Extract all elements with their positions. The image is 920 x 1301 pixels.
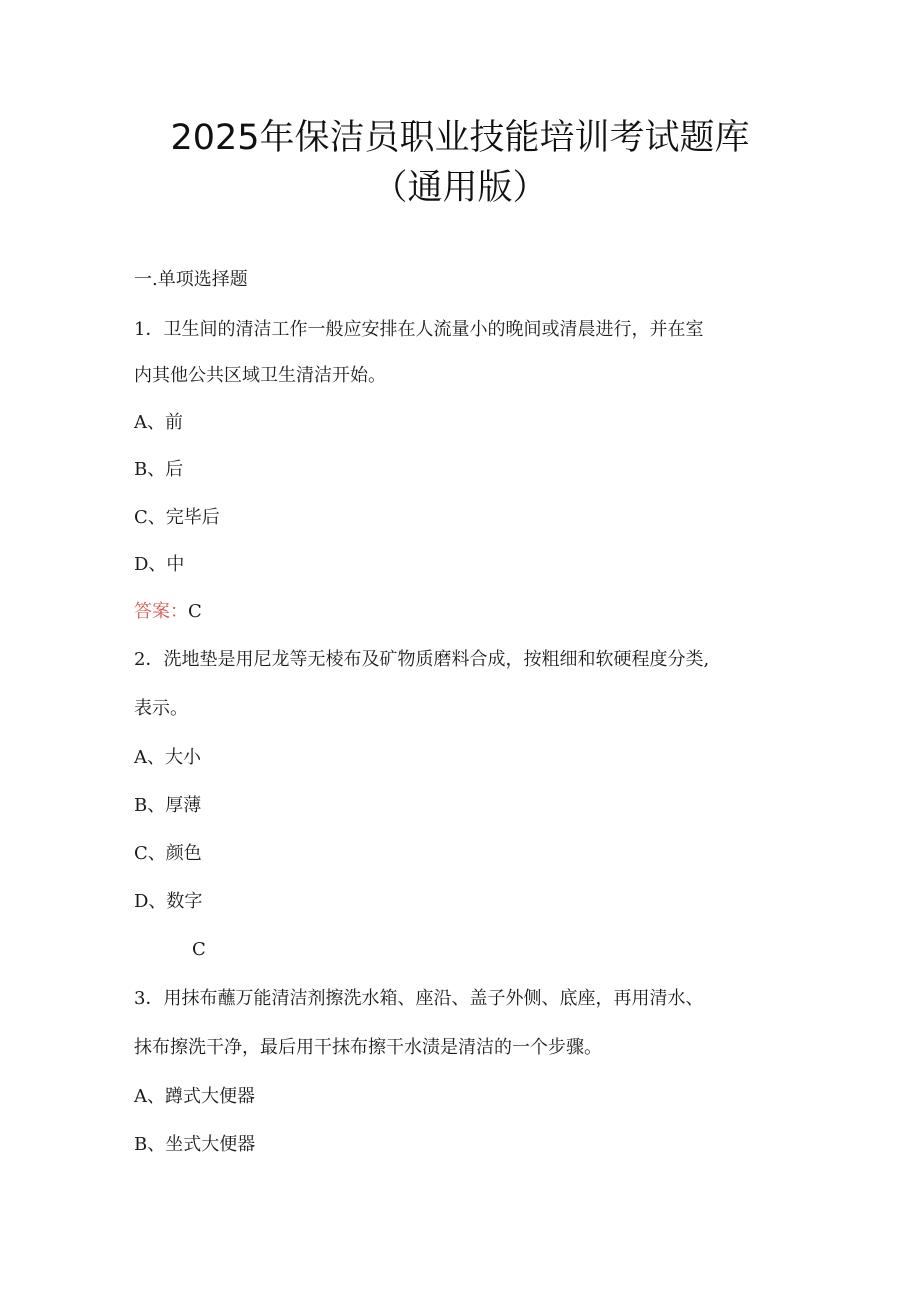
section-heading: 一.单项选择题 [134,269,248,290]
question-1-option-d: D、中 [134,554,185,575]
question-3-option-a: A、蹲式大便器 [134,1086,255,1107]
document-title: 2025年保洁员职业技能培训考试题库 [170,118,750,158]
question-1-text-line-2: 内其他公共区域卫生清洁开始。 [134,365,386,386]
answer-label: 答案： [134,601,188,622]
question-1-option-a: A、前 [134,412,183,433]
question-2-answer-value: C [192,939,206,960]
question-2-option-c: C、颜色 [134,843,202,864]
document-subtitle: （通用版） [372,168,548,208]
question-2-option-a: A、大小 [134,747,201,768]
answer-value: C [188,601,202,622]
question-2-text-line-2: 表示。 [134,698,188,719]
question-1-text-line-1: 1．卫生间的清洁工作一般应安排在人流量小的晚间或清晨进行，并在室 [134,319,704,340]
question-2-option-b: B、厚薄 [134,795,202,816]
question-3-text-line-2: 抹布擦洗干净，最后用干抹布擦干水渍是清洁的一个步骤。 [134,1037,602,1058]
question-3-option-b: B、坐式大便器 [134,1134,256,1155]
question-1-option-b: B、后 [134,459,184,480]
question-1-answer [134,600,202,624]
question-3-text-line-1: 3．用抹布蘸万能清洁剂擦洗水箱、座沿、盖子外侧、底座，再用清水、 [134,988,704,1009]
question-1-option-c: C、完毕后 [134,507,220,528]
question-2-text-line-1: 2．洗地垫是用尼龙等无棱布及矿物质磨料合成，按粗细和软硬程度分类, [134,649,710,670]
question-2-option-d: D、数字 [134,891,203,912]
